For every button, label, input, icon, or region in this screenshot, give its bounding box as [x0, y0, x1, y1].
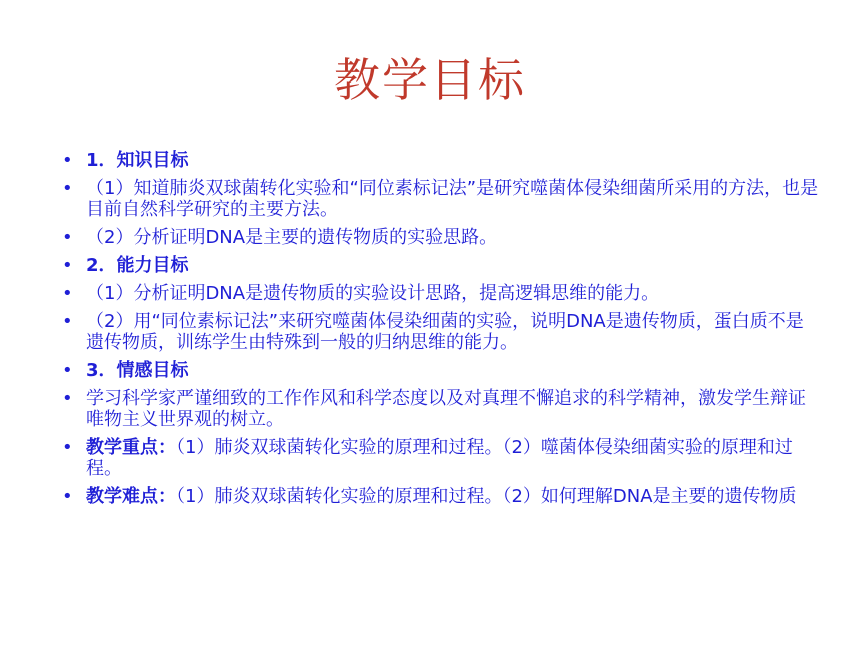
bullet-icon: •	[62, 227, 73, 248]
item-text: （2）分析证明DNA是主要的遗传物质的实验思路。	[86, 227, 498, 248]
difficult-points-text: （1）肺炎双球菌转化实验的原理和过程。（2）如何理解DNA是主要的遗传物质	[176, 486, 797, 507]
objectives-list	[60, 150, 820, 514]
key-points-label: 教学重点：	[86, 437, 176, 458]
bullet-icon: •	[62, 360, 73, 381]
slide-title: 教学目标	[334, 53, 526, 107]
item-text: （2）用“同位素标记法”来研究噬菌体侵染细菌的实验，说明DNA是遗传物质，蛋白质不是遗传物质，训练学生由特殊到一般的归纳思维的能力。	[86, 311, 804, 353]
list-item	[60, 360, 820, 381]
difficult-points-label: 教学难点：	[86, 486, 176, 507]
key-points-text: （1）肺炎双球菌转化实验的原理和过程。（2）噬菌体侵染细菌实验的原理和过程。	[86, 437, 793, 479]
bullet-icon: •	[62, 486, 73, 507]
list-item	[60, 150, 820, 171]
list-item	[60, 178, 820, 220]
bullet-icon: •	[62, 283, 73, 304]
list-item	[60, 486, 820, 507]
section-heading-ability: 2．能力目标	[86, 255, 189, 276]
list-item	[60, 283, 820, 304]
list-item	[60, 255, 820, 276]
list-item	[60, 227, 820, 248]
list-item	[60, 311, 820, 353]
section-heading-knowledge: 1．知识目标	[86, 150, 189, 171]
bullet-icon: •	[62, 388, 73, 409]
bullet-icon: •	[62, 150, 73, 171]
bullet-icon: •	[62, 178, 73, 199]
item-text: （1）分析证明DNA是遗传物质的实验设计思路，提高逻辑思维的能力。	[86, 283, 660, 304]
bullet-icon: •	[62, 311, 73, 332]
bullet-icon: •	[62, 255, 73, 276]
list-item	[60, 437, 820, 479]
item-text: （1）知道肺炎双球菌转化实验和“同位素标记法”是研究噬菌体侵染细菌所采用的方法，也是目前自然科学研究的主要方法。	[86, 178, 819, 220]
item-text: 学习科学家严谨细致的工作作风和科学态度以及对真理不懈追求的科学精神，激发学生辩证唯物主义世界观的树立。	[86, 388, 806, 430]
list-item	[60, 388, 820, 430]
section-heading-emotion: 3．情感目标	[86, 360, 189, 381]
bullet-icon: •	[62, 437, 73, 458]
